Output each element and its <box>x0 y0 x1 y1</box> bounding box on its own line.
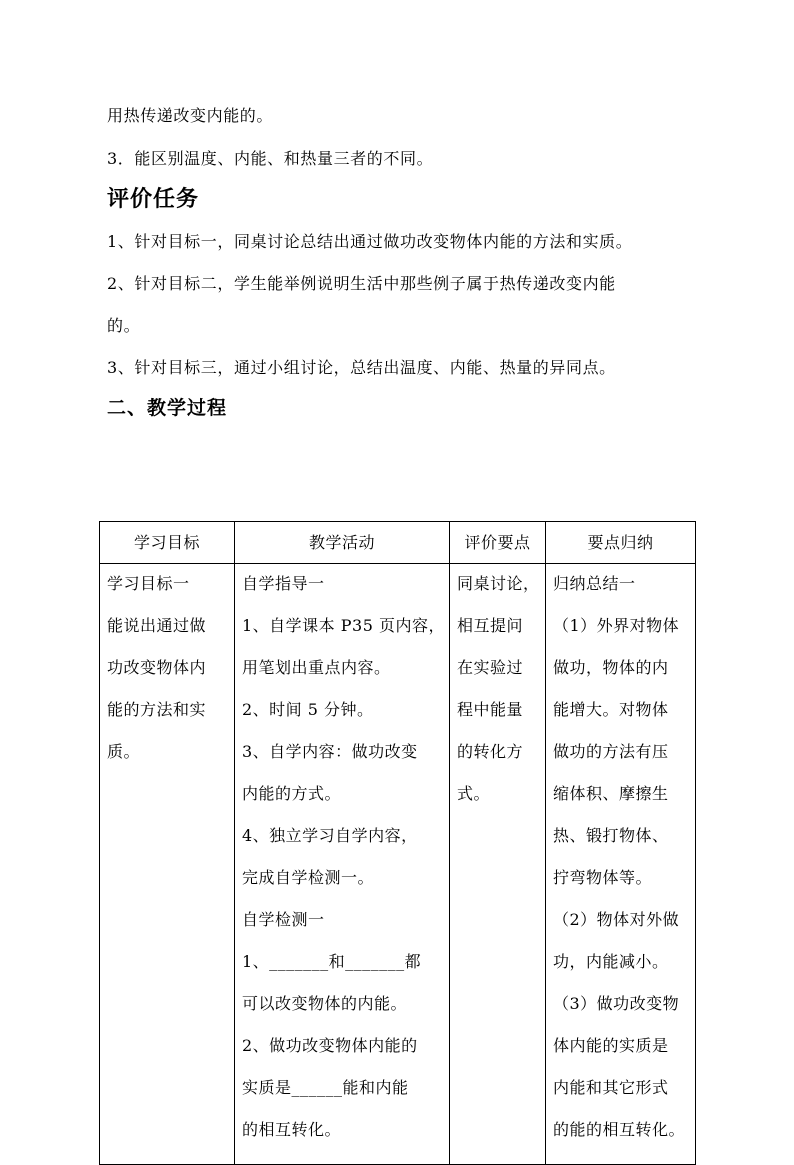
eval-task-item-3: 3、针对目标三，通过小组讨论，总结出温度、内能、热量的异同点。 <box>107 358 616 377</box>
activity-line: 实质是______能和内能 <box>242 1078 409 1097</box>
teaching-process-table <box>99 521 696 1165</box>
intro-line-2: 3．能区别温度、内能、和热量三者的不同。 <box>107 149 434 168</box>
summary-line: 归纳总结一 <box>553 574 636 593</box>
activity-line: 1、_______和_______都 <box>242 952 422 971</box>
intro-line-1: 用热传递改变内能的。 <box>107 106 274 125</box>
summary-line: 功，内能减小。 <box>553 952 669 971</box>
eval-line: 相互提问 <box>457 616 524 635</box>
key-summary-cell <box>546 564 696 1165</box>
goal-line: 能的方法和实 <box>107 700 207 719</box>
activity-line: 用笔划出重点内容。 <box>242 658 391 677</box>
eval-line: 同桌讨论， <box>457 574 540 593</box>
eval-line: 式。 <box>457 784 491 803</box>
eval-task-item-2: 2、针对目标二，学生能举例说明生活中那些例子属于热传递改变内能 <box>107 274 616 293</box>
summary-line: 内能和其它形式 <box>553 1078 669 1097</box>
teaching-activity-cell <box>235 564 450 1165</box>
activity-line: 自学指导一 <box>242 574 325 593</box>
summary-line: 能增大。对物体 <box>553 700 669 719</box>
goal-line: 功改变物体内 <box>107 658 207 677</box>
activity-line: 2、做功改变物体内能的 <box>242 1036 418 1055</box>
summary-line: 的能的相互转化。 <box>553 1120 686 1139</box>
evaluation-points-cell <box>450 564 546 1165</box>
process-heading: 二、教学过程 <box>107 397 228 419</box>
header-learning-goal: 学习目标 <box>100 522 235 564</box>
activity-line: 的相互转化。 <box>242 1120 342 1139</box>
header-teaching-activity: 教学活动 <box>235 522 450 564</box>
goal-line: 能说出通过做 <box>107 616 207 635</box>
summary-line: （3）做功改变物 <box>553 994 680 1013</box>
summary-line: 做功的方法有压 <box>553 742 669 761</box>
goal-line: 质。 <box>107 742 141 761</box>
goal-line: 学习目标一 <box>107 574 190 593</box>
activity-line: 4、独立学习自学内容， <box>242 826 418 845</box>
eval-line: 的转化方 <box>457 742 524 761</box>
activity-line: 1、自学课本 P35 页内容， <box>242 616 445 635</box>
eval-line: 在实验过 <box>457 658 524 677</box>
summary-line: 拧弯物体等。 <box>553 868 653 887</box>
table-row <box>100 564 696 1165</box>
eval-task-item-1: 1、针对目标一，同桌讨论总结出通过做功改变物体内能的方法和实质。 <box>107 232 633 251</box>
summary-line: （1）外界对物体 <box>553 616 680 635</box>
activity-line: 2、时间 5 分钟。 <box>242 700 374 719</box>
activity-line: 3、自学内容：做功改变 <box>242 742 418 761</box>
header-key-summary: 要点归纳 <box>546 522 696 564</box>
table-header-row <box>100 522 696 564</box>
activity-line: 可以改变物体的内能。 <box>242 994 408 1013</box>
header-evaluation-points: 评价要点 <box>450 522 546 564</box>
summary-line: 热、锻打物体、 <box>553 826 669 845</box>
summary-line: 做功，物体的内 <box>553 658 669 677</box>
activity-line: 完成自学检测一。 <box>242 868 375 887</box>
eval-task-heading: 评价任务 <box>107 187 200 212</box>
eval-task-item-2-cont: 的。 <box>107 316 141 335</box>
learning-goal-cell <box>100 564 235 1165</box>
eval-line: 程中能量 <box>457 700 524 719</box>
activity-line: 内能的方式。 <box>242 784 342 803</box>
summary-line: （2）物体对外做 <box>553 910 680 929</box>
summary-line: 体内能的实质是 <box>553 1036 669 1055</box>
activity-line: 自学检测一 <box>242 910 325 929</box>
summary-line: 缩体积、摩擦生 <box>553 784 669 803</box>
